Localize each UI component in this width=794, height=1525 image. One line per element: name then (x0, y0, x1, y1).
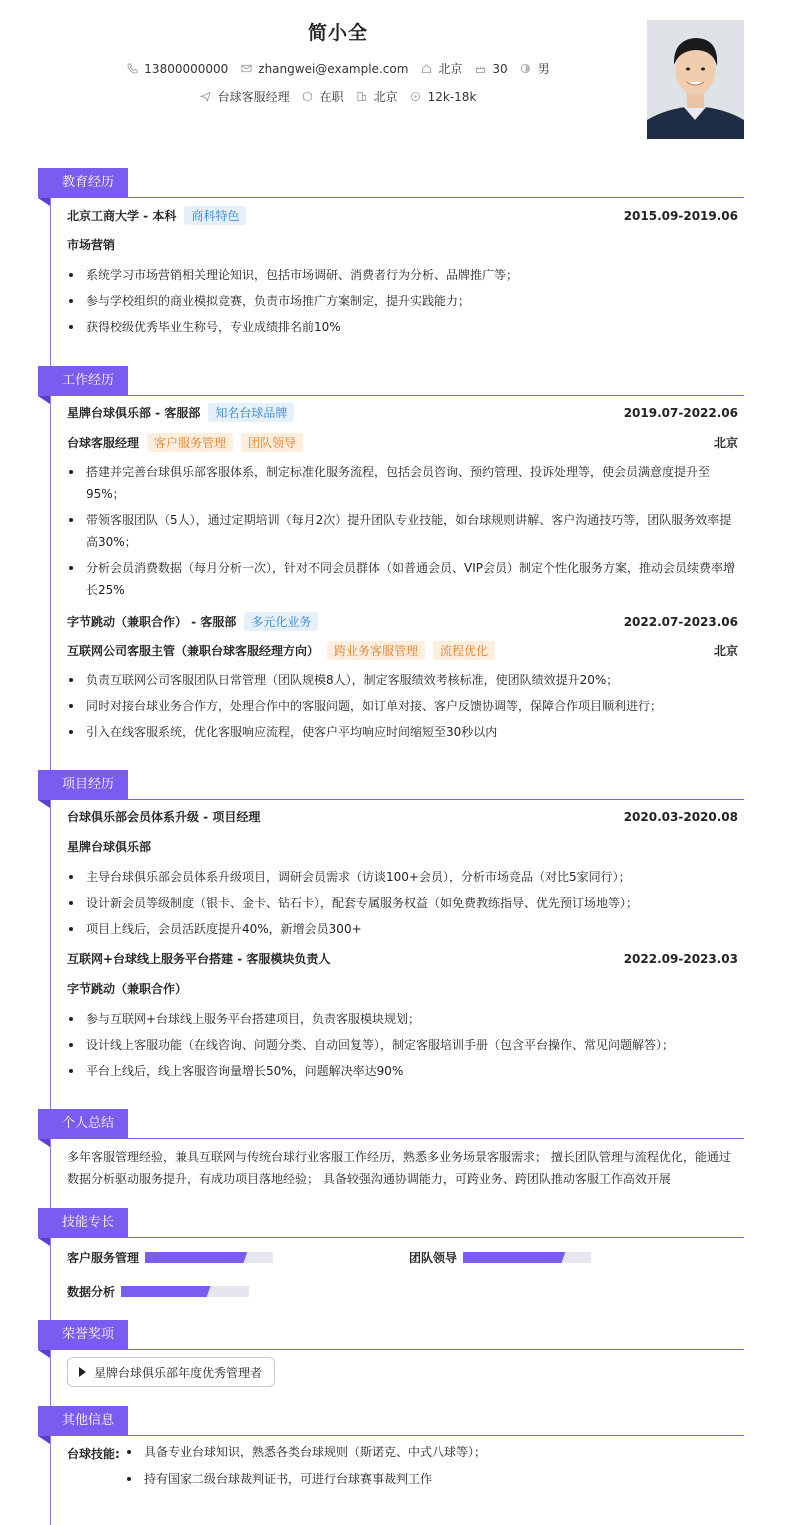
salary-text: 12k-18k (427, 89, 477, 104)
contact-row (0, 60, 676, 77)
list-item: 分析会员消费数据（每月分析一次），针对不同会员群体（如普通会员、VIP会员）制定个性化服务方案，推动会员续费率增长25% (67, 557, 739, 601)
work-role-row (67, 433, 738, 452)
list-item: 设计新会员等级制度（银卡、金卡、钻石卡），配套专属服务权益（如免费教练指导、优先预订场地等）； (67, 892, 739, 914)
section-title: 项目经历 (38, 770, 128, 800)
other-label: 台球技能: (67, 1447, 120, 1461)
summary-text: 多年客服管理经验，兼具互联网与传统台球行业客服工作经历，熟悉多业务场景客服需求； 擅长团队管理与流程优化，能通过数据分析驱动服务提升，有成功项目落地经验； 具备较强沟通协调能力，可跨业务、跨团队推动客服工作高效开展 (67, 1150, 731, 1186)
phone-icon (126, 63, 138, 75)
work-header (67, 403, 738, 422)
project-org: 字节跳动（兼职合作） (67, 982, 188, 996)
job-row (0, 88, 676, 105)
section-work (38, 366, 744, 396)
company-tag: 知名台球品牌 (208, 403, 294, 422)
role-tag: 流程优化 (433, 641, 495, 660)
skill-name: 团队领导 (409, 1251, 458, 1265)
age-text: 30 (492, 61, 508, 76)
role-tag: 团队领导 (241, 433, 303, 452)
status-icon (302, 91, 314, 103)
list-item: 持有国家二级台球裁判证书，可进行台球赛事裁判工作 (125, 1468, 725, 1490)
section-title: 技能专长 (38, 1208, 128, 1238)
email-icon (240, 63, 252, 75)
salary-icon (410, 91, 422, 103)
work-location: 北京 (713, 644, 738, 658)
list-item: 获得校级优秀毕业生称号，专业成绩排名前10% (67, 316, 739, 338)
email-text: zhangwei@example.com (258, 61, 409, 76)
target-job-text: 台球客服经理 (217, 90, 290, 104)
section-title: 工作经历 (38, 366, 128, 396)
project-org-row (67, 980, 738, 997)
education-date: 2015.09-2019.06 (623, 208, 738, 223)
section-summary (38, 1109, 744, 1139)
project-date: 2020.03-2020.08 (623, 809, 738, 824)
project-org: 星牌台球俱乐部 (67, 840, 152, 854)
skill-item (409, 1249, 591, 1266)
gender-icon (520, 63, 532, 75)
section-education (38, 168, 744, 198)
list-item: 引入在线客服系统，优化客服响应流程，使客户平均响应时间缩短至30秒以内 (67, 721, 739, 743)
skill-item (67, 1249, 273, 1266)
skill-bar (145, 1252, 273, 1263)
phone-text: 13800000000 (144, 61, 229, 76)
profile-photo (647, 20, 744, 139)
target-city-text: 北京 (373, 90, 398, 104)
project-org-row (67, 838, 738, 855)
section-other (38, 1406, 744, 1436)
company-tag: 多元化业务 (244, 612, 318, 631)
project-title: 台球俱乐部会员体系升级 - 项目经理 (67, 810, 261, 824)
home-icon (420, 63, 432, 75)
skill-bar (463, 1252, 591, 1263)
project-header (67, 808, 738, 825)
company-name: 星牌台球俱乐部 - 客服部 (67, 406, 201, 420)
section-title: 荣誉奖项 (38, 1320, 128, 1350)
list-item: 设计线上客服功能（在线咨询、问题分类、自动回复等），制定客服培训手册（包含平台操作、常见问题解答）； (67, 1034, 739, 1056)
role-tag: 客户服务管理 (147, 433, 233, 452)
list-item: 搭建并完善台球俱乐部客服体系，制定标准化服务流程，包括会员咨询、预约管理、投诉处理等，使会员满意度提升至95%； (67, 461, 739, 505)
list-item: 负责互联网公司客服团队日常管理（团队规模8人），制定客服绩效考核标准，使团队绩效提升20%； (67, 669, 739, 691)
project-header (67, 950, 738, 967)
building-icon (356, 91, 368, 103)
work-role-row (67, 641, 738, 660)
play-icon (79, 1367, 86, 1377)
education-header (67, 206, 738, 225)
list-item: 项目上线后，会员活跃度提升40%，新增会员300+ (67, 918, 739, 940)
major-name: 市场营销 (67, 238, 116, 252)
list-item: 平台上线后，线上客服咨询量增长50%，问题解决率达90% (67, 1060, 739, 1082)
project-title: 互联网+台球线上服务平台搭建 - 客服模块负责人 (67, 952, 331, 966)
list-item: 系统学习市场营销相关理论知识，包括市场调研、消费者行为分析、品牌推广等； (67, 264, 739, 286)
section-title: 个人总结 (38, 1109, 128, 1139)
school-name: 北京工商大学 - 本科 (67, 209, 177, 223)
cake-icon (474, 63, 486, 75)
work-date: 2019.07-2022.06 (623, 405, 738, 420)
school-tag: 商科特色 (184, 206, 246, 225)
send-icon (200, 91, 212, 103)
list-item: 具备专业台球知识，熟悉各类台球规则（斯诺克、中式八球等）； (125, 1441, 725, 1463)
work-date: 2022.07-2023.06 (623, 614, 738, 629)
skill-name: 数据分析 (67, 1285, 116, 1299)
list-item: 带领客服团队（5人），通过定期培训（每月2次）提升团队专业技能，如台球规则讲解、客户沟通技巧等，团队服务效率提高30%； (67, 509, 739, 553)
role-name: 台球客服经理 (67, 436, 140, 450)
award-text: 星牌台球俱乐部年度优秀管理者 (94, 1365, 263, 1380)
section-projects (38, 770, 744, 800)
section-title: 教育经历 (38, 168, 128, 198)
gender-text: 男 (537, 62, 550, 76)
list-item: 参与互联网+台球线上服务平台搭建项目，负责客服模块规划； (67, 1008, 739, 1030)
list-item: 同时对接台球业务合作方，处理合作中的客服问题，如订单对接、客户反馈协调等，保障合作项目顺利进行； (67, 695, 739, 717)
list-item: 主导台球俱乐部会员体系升级项目，调研会员需求（访谈100+会员），分析市场竞品（对比5家同行）； (67, 866, 739, 888)
skill-bar (121, 1286, 249, 1297)
section-title: 其他信息 (38, 1406, 128, 1436)
section-honors (38, 1320, 744, 1350)
education-major-row (67, 236, 738, 253)
role-tag: 跨业务客服管理 (327, 641, 425, 660)
section-skills (38, 1208, 744, 1238)
list-item: 参与学校组织的商业模拟竞赛，负责市场推广方案制定，提升实践能力； (67, 290, 739, 312)
work-location: 北京 (713, 436, 738, 450)
skill-item (67, 1283, 249, 1300)
city-text: 北京 (438, 62, 463, 76)
status-text: 在职 (319, 90, 344, 104)
skill-name: 客户服务管理 (67, 1251, 140, 1265)
project-date: 2022.09-2023.03 (623, 951, 738, 966)
resume-name: 简小全 (307, 22, 368, 44)
award-item (67, 1357, 275, 1387)
role-name: 互联网公司客服主管（兼职台球客服经理方向） (67, 644, 320, 658)
work-header (67, 612, 738, 631)
company-name: 字节跳动（兼职合作） - 客服部 (67, 615, 237, 629)
